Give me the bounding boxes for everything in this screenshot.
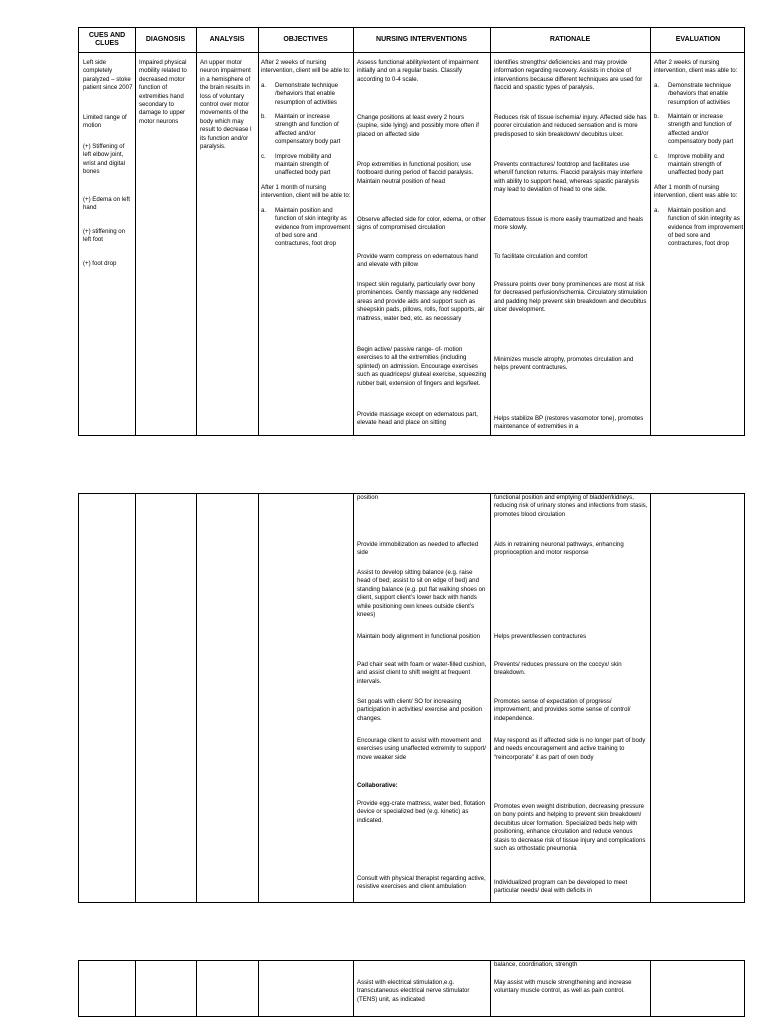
header-evaluation: EVALUATION: [675, 36, 721, 43]
objective-text: Improve mobility and maintain strength of unaffected body part: [275, 152, 332, 177]
evaluation-intro-1month: After 1 month of nursing intervention, client was able to:: [654, 183, 738, 200]
cues-cell: [83, 59, 133, 429]
cue-item: (+) foot drop: [83, 260, 117, 267]
rationale-cell: [494, 961, 648, 1016]
rationale-item: Promotes sense of expectation of progress/ improvement, and provides some sense of control/ independence.: [494, 698, 631, 722]
objective-item: [261, 207, 351, 249]
collaborative-heading: Collaborative:: [357, 782, 398, 789]
evaluation-item: [654, 82, 744, 107]
interventions-cell: [357, 979, 487, 1015]
objective-letter: b.: [261, 113, 267, 121]
rationale-item: Aids in retraining neuronal pathways, enhancing proprioception and motor response: [494, 541, 624, 557]
objective-text: Maintain position and function of skin integrity as evidence from improvement of bed sore and contractures, foot drop: [275, 206, 351, 248]
care-plan-table-page-1: [78, 27, 745, 436]
rationale-item: Helps stabilize BP (restores vasomotor tone), promotes maintenance of extremities in a: [494, 415, 644, 431]
evaluation-letter: a.: [654, 81, 660, 89]
intervention-item: Provide warm compress on edematous hand and elevate with pillow: [357, 253, 478, 269]
intervention-item: Assist to develop sitting balance (e.g. raise head of bed; assist to sit on edge of bed) and standing balance (e.g. put flat walking shoes on client, support client’s lower back with hands while positioning own knees outside client’s knees): [357, 569, 486, 619]
objective-letter: c.: [261, 152, 266, 160]
intervention-item: Maintain body alignment in functional position: [357, 633, 480, 640]
header-objectives: OBJECTIVES: [283, 36, 328, 43]
header-diagnosis: DIAGNOSIS: [145, 36, 186, 43]
interventions-cell: [357, 494, 487, 902]
evaluation-letter: c.: [654, 152, 659, 160]
header-rationale: RATIONALE: [549, 36, 591, 43]
header-cues: CUES AND CLUES: [88, 32, 126, 47]
objective-letter: a.: [261, 206, 267, 214]
rationale-item: Reduces risk of tissue ischemia/ injury. Affected side has poorer circulation and reduced sensation and is more predisposed to skin breakdown/ decubitus ulcer.: [494, 114, 647, 138]
cue-item: (+) Edema on left hand: [83, 196, 130, 212]
rationale-item: Pressure points over bony prominences are most at risk for decreased perfusion/ischemia. Circulatory stimulation and padding help prevent skin breakdown and decubitus ulcer development.: [494, 281, 648, 314]
cue-item: (+) stiffening on left foot: [83, 228, 126, 244]
rationale-item: balance, coordination, strength: [494, 961, 578, 968]
evaluation-item: [654, 207, 744, 249]
intervention-item: Change positions at least every 2 hours (supine, side lying) and possibly more often if placed on affected side: [357, 114, 479, 138]
objectives-cell: [261, 59, 351, 429]
intervention-item: Assist with electrical stimulation,e.g. transcutaneous electrical nerve stimulator (TENS) unit, as indicated: [357, 979, 470, 1003]
evaluation-text: Improve mobility and maintain strength of unaffected body part: [668, 152, 725, 177]
rationale-cell: [494, 59, 648, 433]
intervention-item: Consult with physical therapist regarding active, resistive exercises and client ambulation: [357, 875, 486, 891]
care-plan-table-page-2: [78, 493, 745, 903]
rationale-item: Individualized program can be developed to meet particular needs/ deal with deficits in: [494, 879, 628, 895]
intervention-item: Observe affected side for color, edema, or other signs of compromised circulation: [357, 216, 486, 232]
evaluation-text: Maintain position and function of skin integrity as evidence from improvement of bed sore and contractures, foot drop: [668, 206, 744, 248]
rationale-item: functional position and emptying of bladder/kidneys, reducing risk of urinary stones and infections from stasis, promotes blood circulation: [494, 494, 648, 518]
diagnosis-text: Impaired physical mobility related to decreased motor function of extremities hand secondary to damage to upper motor neurons: [139, 59, 187, 125]
intervention-item: Set goals with client/ SO for increasing participation in activities/ exercise and position changes.: [357, 698, 482, 722]
cue-item: (+) Stiffening of left elbow joint, wrist and digital bones: [83, 143, 125, 176]
objective-item: [261, 82, 351, 107]
intervention-item: Encourage client to assist with movement and exercises using unaffected extremity to support/ move weaker side: [357, 737, 486, 761]
rationale-item: Prevents/ reduces pressure on the coccyx/ skin breakdown.: [494, 661, 622, 677]
objective-text: Demonstrate technique /behaviors that enable resumption of activities: [275, 81, 339, 106]
analysis-text: An upper motor neuron impairment in a hemisphere of the brain results in loss of voluntary control over motor movements of the body which may result to decrease l its function and/or paralysis.: [200, 59, 252, 151]
objective-item: [261, 113, 351, 147]
evaluation-item: [654, 113, 744, 147]
rationale-cell: [494, 494, 648, 902]
rationale-item: May respond as if affected side is no longer part of body and needs encouragement and active training to “reincorporate” it as part of own body: [494, 737, 646, 761]
objective-text: Maintain or increase strength and function of affected and/or compensatory body part: [275, 113, 341, 146]
intervention-item: position: [357, 494, 379, 501]
evaluation-intro-2weeks: After 2 weeks of nursing intervention, client was able to:: [654, 59, 738, 75]
evaluation-letter: b.: [654, 113, 660, 121]
objective-letter: a.: [261, 81, 267, 89]
intervention-item: Begin active/ passive range- of- motion exercises to all the extremities (including splinted) on admission. Encourage exercises such as quadriceps/ gluteal exercise, squeezing rubber ball, extension of fingers and legs/feet.: [357, 346, 487, 387]
evaluation-text: Demonstrate technique /behaviors that enable resumption of activities: [668, 81, 732, 106]
evaluation-text: Maintain or increase strength and function of affected and/or compensatory body part: [668, 113, 734, 146]
evaluation-letter: a.: [654, 206, 660, 214]
intervention-item: Provide immobilization as needed to affected side: [357, 541, 479, 557]
rationale-item: Promotes even weight distribution, decreasing pressure on bony points and helping to prevent skin breakdown/ decubitus ulcer formation. Specialized beds help with positioning, enhance circulation and reduce venous stasis to decrease risk of tissue injury and complications such as orthostatic pneumonia: [494, 803, 646, 853]
intervention-item: Prop extremities in functional position; use footboard during period of flaccid paralysis. Maintain neutral position of head: [357, 161, 474, 185]
objective-item: [261, 153, 351, 178]
interventions-cell: [357, 59, 487, 433]
rationale-item: Minimizes muscle atrophy, promotes circulation and helps prevent contractures.: [494, 356, 634, 372]
intervention-item: Assess functional ability/extent of impairment initially and on a regular basis. Classify according to 0-4 scale.: [357, 59, 479, 83]
header-interventions: NURSING INTERVENTIONS: [376, 36, 467, 43]
evaluation-cell: [654, 59, 744, 429]
rationale-item: Identifies strengths/ deficiencies and may provide information regarding recovery. Assists in choice of interventions because different techniques are used for flaccid and spastic types of paralysis.: [494, 59, 643, 92]
intervention-item: Inspect skin regularly, particularly over bony prominences. Gently massage any reddened areas and provide aids and support such as sheepskin pads, pillows, rolls, foot supports, air mattress, water bed, etc. as necessary: [357, 281, 485, 322]
evaluation-item: [654, 153, 744, 178]
objectives-intro-2weeks: After 2 weeks of nursing intervention, client will be able to:: [261, 59, 351, 75]
intervention-item: Pad chair seat with foam or water-filled cushion, and assist client to shift weight at frequent intervals.: [357, 661, 487, 685]
objectives-intro-1month: After 1 month of nursing intervention, client will be able to:: [261, 183, 351, 200]
cue-item: Left side completely paralyzed – stoke patient since 2007: [83, 59, 133, 92]
rationale-item: Helps prevent/lessen contractures: [494, 633, 587, 640]
rationale-item: Prevents contractures/ footdrop and facilitates use when/if function returns. Flaccid paralysis may interfere with ability to support head, whereas spastic paralysis may lead to deviation of head to one side.: [494, 161, 643, 194]
header-analysis: ANALYSIS: [209, 36, 245, 43]
rationale-item: To facilitate circulation and comfort: [494, 253, 588, 260]
cue-item: Limited range of motion: [83, 114, 127, 130]
care-plan-table-page-3: [78, 960, 745, 1017]
intervention-item: Provide massage except on edematous part, elevate head and place on sitting: [357, 411, 478, 427]
intervention-item: Provide egg-crate mattress, water bed, flotation device or specialized bed (e.g. kinetic) as indicated.: [357, 800, 486, 824]
rationale-item: Edematous tissue is more easily traumatized and heals more slowly.: [494, 216, 644, 232]
rationale-item: May assist with muscle strengthening and increase voluntary muscle control, as well as pain control.: [494, 979, 632, 995]
